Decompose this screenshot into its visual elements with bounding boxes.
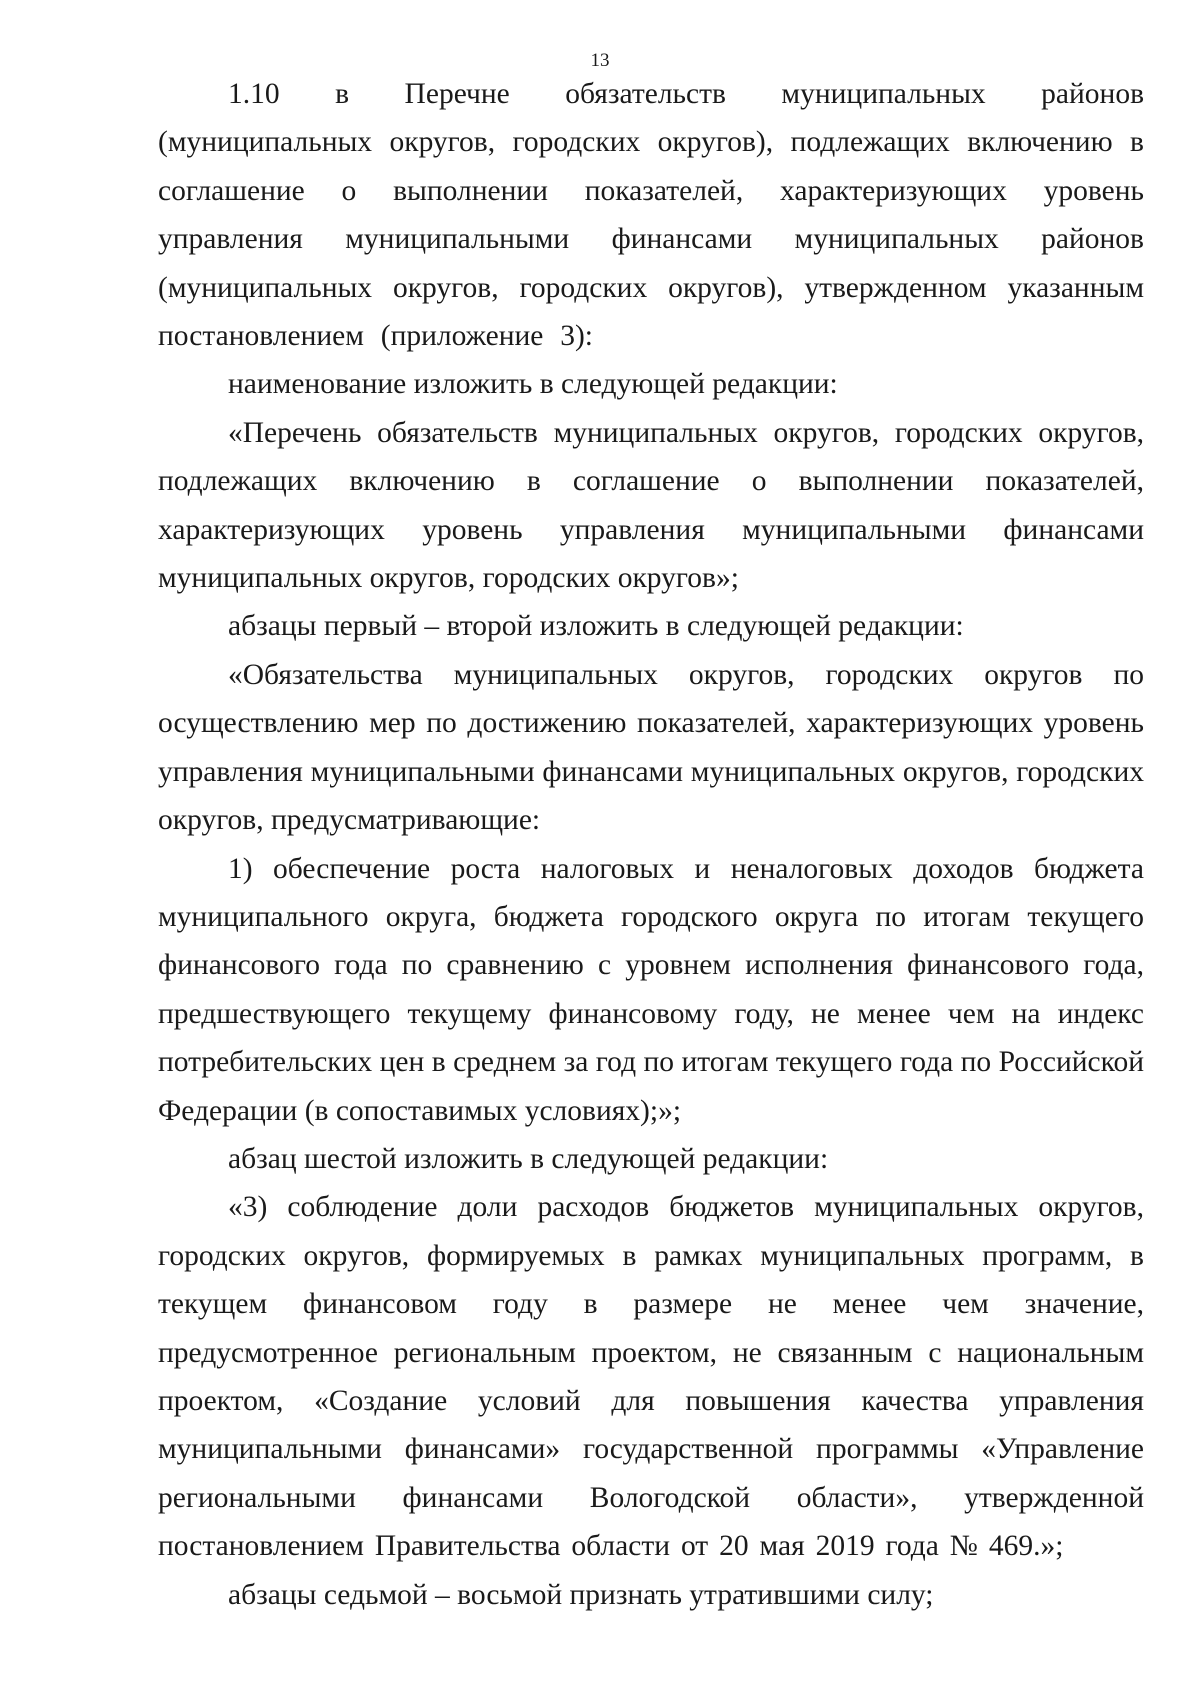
paragraph-abzacy-instruction: абзацы первый – второй изложить в следующей редакции: (228, 610, 964, 643)
paragraph-obligations: «Обязательства муниципальных округов, городских округов по осуществлению мер по достижению показателей, характеризующих уровень управления муниципальными финансами муниципальных округов, городских округов, предусматривающие: (158, 658, 1144, 837)
paragraph-item-1-10: 1.10 в Перечне обязательств муниципальных районов (муниципальных округов, городских округов), подлежащих включению в соглашение о выполнении показателей, характеризующих уровень управления муниципальными финансами муниципальных районов (муниципальных округов, городских округов), утвержденном указанным постановлением (приложение 3): (158, 78, 1144, 353)
paragraph-abzac-6-instruction: абзац шестой изложить в следующей редакции: (228, 1142, 829, 1175)
paragraph-title-instruction: наименование изложить в следующей редакции: (228, 368, 838, 401)
paragraph-new-title: «Перечень обязательств муниципальных округов, городских округов, подлежащих включению в соглашение о выполнении показателей, характеризующих уровень управления муниципальными финансами муниципальных округов, городских округов»; (158, 416, 1144, 595)
paragraph-repeal-instruction: абзацы седьмой – восьмой признать утратившими силу; (228, 1578, 934, 1611)
paragraph-obligation-3: «3) соблюдение доли расходов бюджетов муниципальных округов, городских округов, формируемых в рамках муниципальных программ, в текущем финансовом году в размере не менее чем значение, предусмотренное региональным проектом, не связанным с национальным проектом, «Создание условий для повышения качества управления муниципальными финансами» государственной программы «Управление региональными финансами Вологодской области», утвержденной постановлением Правительства области от 20 мая 2019 года № 469.»; (158, 1191, 1144, 1563)
page-number: 13 (590, 50, 610, 71)
paragraph-obligation-1: 1) обеспечение роста налоговых и неналоговых доходов бюджета муниципального округа, бюджета городского округа по итогам текущего финансового года по сравнению с уровнем исполнения финансового года, предшествующего текущему финансовому году, не менее чем на индекс потребительских цен в среднем за год по итогам текущего года по Российской Федерации (в сопоставимых условиях);»; (158, 852, 1144, 1127)
document-body (158, 70, 1144, 1619)
